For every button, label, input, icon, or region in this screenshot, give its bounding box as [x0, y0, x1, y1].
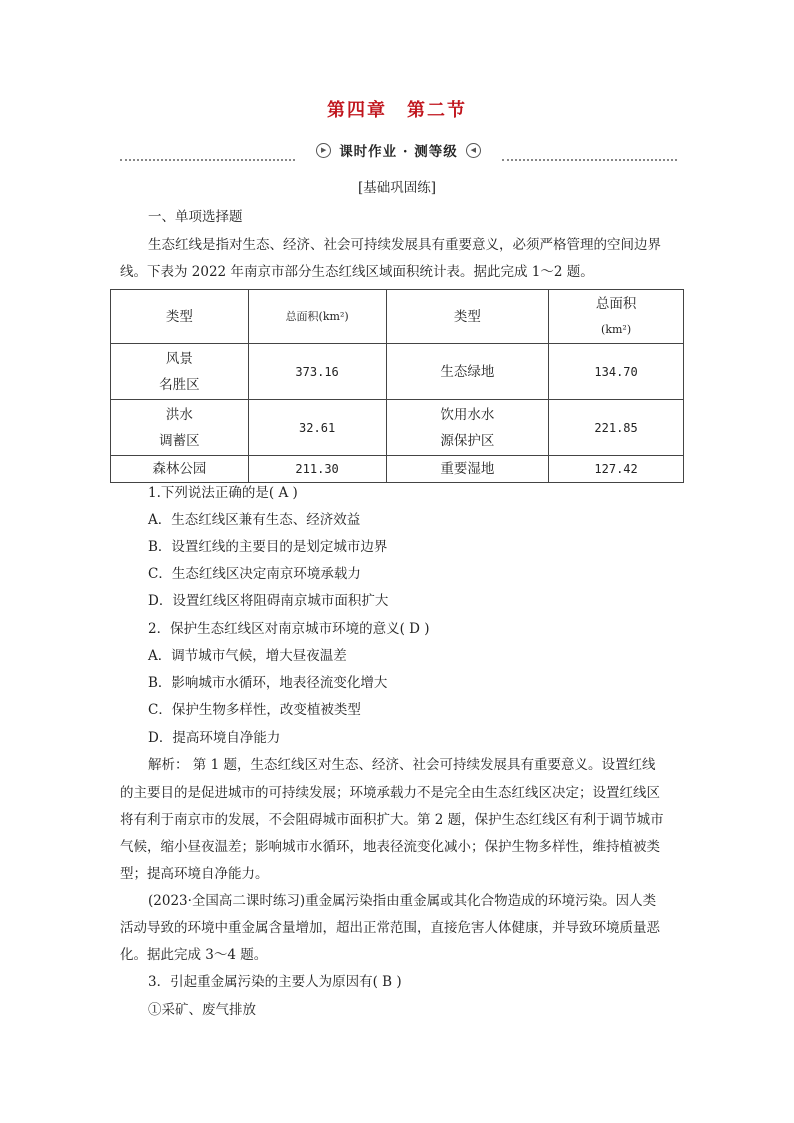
table-cell: 127.42: [549, 456, 684, 483]
answer-option: B．设置红线的主要目的是划定城市边界: [148, 539, 388, 555]
table-cell: 重要湿地: [386, 456, 549, 483]
answer-option: D．设置红线区将阻碍南京城市面积扩大: [148, 593, 389, 609]
table-header: 类型: [111, 290, 249, 344]
table-cell: 生态绿地: [386, 344, 549, 400]
answer-option: C．保护生物多样性，改变植被类型: [148, 702, 361, 718]
table-cell: 森林公园: [111, 456, 249, 483]
table-cell: [111, 344, 249, 400]
intro-line: 线。下表为 2022 年南京市部分生态红线区域面积统计表。据此完成 1～2 题。: [120, 264, 594, 280]
table-cell: [111, 400, 249, 456]
cell-line: 调蓄区: [159, 432, 200, 449]
passage-line: (2023·全国高二课时练习)重金属污染指由重金属或其化合物造成的环境污染。因人类: [148, 893, 657, 909]
cell-line: 风景: [165, 350, 193, 367]
answer-option: A．调节城市气候，增大昼夜温差: [148, 648, 347, 664]
analysis-line: 的主要目的是促进城市的可持续发展；环境承载力不是完全由生态红线区决定；设置红线区: [120, 785, 660, 801]
table-header: 类型: [386, 290, 549, 344]
dotted-divider-right: [502, 159, 677, 161]
question-stem: 1.下列说法正确的是( A ): [148, 485, 298, 501]
banner: [120, 139, 677, 161]
table-row: [111, 456, 684, 483]
cell-line: 名胜区: [159, 376, 200, 393]
banner-center: [300, 139, 497, 161]
cell-line: 源保护区: [440, 432, 495, 449]
table-cell: 221.85: [549, 400, 684, 456]
banner-title: 课时作业 · 测等级: [339, 144, 458, 160]
answer-option: A．生态红线区兼有生态、经济效益: [148, 512, 361, 528]
answer-option: D．提高环境自净能力: [148, 730, 281, 746]
answer-option: C．生态红线区决定南京环境承载力: [148, 566, 361, 582]
cell-line: 洪水: [165, 406, 193, 423]
table-header: 总面积(km²): [248, 290, 386, 344]
table-row: [111, 344, 684, 400]
analysis-line: 气候，缩小昼夜温差；影响城市水循环，地表径流变化减小；保护生物多样性，维持植被类: [120, 839, 660, 855]
question-stem: 3．引起重金属污染的主要人为原因有( B ): [148, 974, 402, 990]
table-header: [549, 290, 684, 344]
chapter-title: 第四章 第二节: [327, 100, 467, 121]
intro-line: 生态红线是指对生态、经济、社会可持续发展具有重要意义，必须严格管理的空间边界: [148, 237, 661, 253]
answer-option: ①采矿、废气排放: [148, 1002, 256, 1018]
section-heading: 一、单项选择题: [148, 209, 243, 225]
table-cell: 32.61: [248, 400, 386, 456]
analysis-line: 将有利于南京市的发展，不会阻碍城市面积扩大。第 2 题，保护生态红线区有利于调节城市: [120, 812, 664, 828]
table-cell: [386, 400, 549, 456]
table-header-row: [111, 290, 684, 344]
analysis-line: 解析： 第 1 题，生态红线区对生态、经济、社会可持续发展具有重要意义。设置红线: [148, 757, 656, 773]
table-cell: 373.16: [248, 344, 386, 400]
cell-line: 饮用水水: [440, 406, 495, 423]
table-row: [111, 400, 684, 456]
passage-line: 化。据此完成 3～4 题。: [120, 947, 268, 963]
table-header-line: (km²): [601, 322, 632, 336]
dotted-divider-left: [120, 159, 295, 161]
play-left-icon: ◀: [466, 143, 481, 158]
question-stem: 2．保护生态红线区对南京城市环境的意义( D ): [148, 621, 430, 637]
table-cell: 134.70: [549, 344, 684, 400]
analysis-line: 型；提高环境自净能力。: [120, 866, 269, 882]
play-right-icon: ▶: [316, 143, 331, 158]
passage-line: 活动导致的环境中重金属含量增加，超出正常范围，直接危害人体健康，并导致环境质量恶: [120, 920, 660, 936]
section-label: [基础巩固练]: [357, 180, 437, 196]
answer-option: B．影响城市水循环，地表径流变化增大: [148, 675, 388, 691]
table-cell: 211.30: [248, 456, 386, 483]
table-header-line: 总面积: [595, 295, 637, 312]
area-table: [110, 289, 684, 483]
